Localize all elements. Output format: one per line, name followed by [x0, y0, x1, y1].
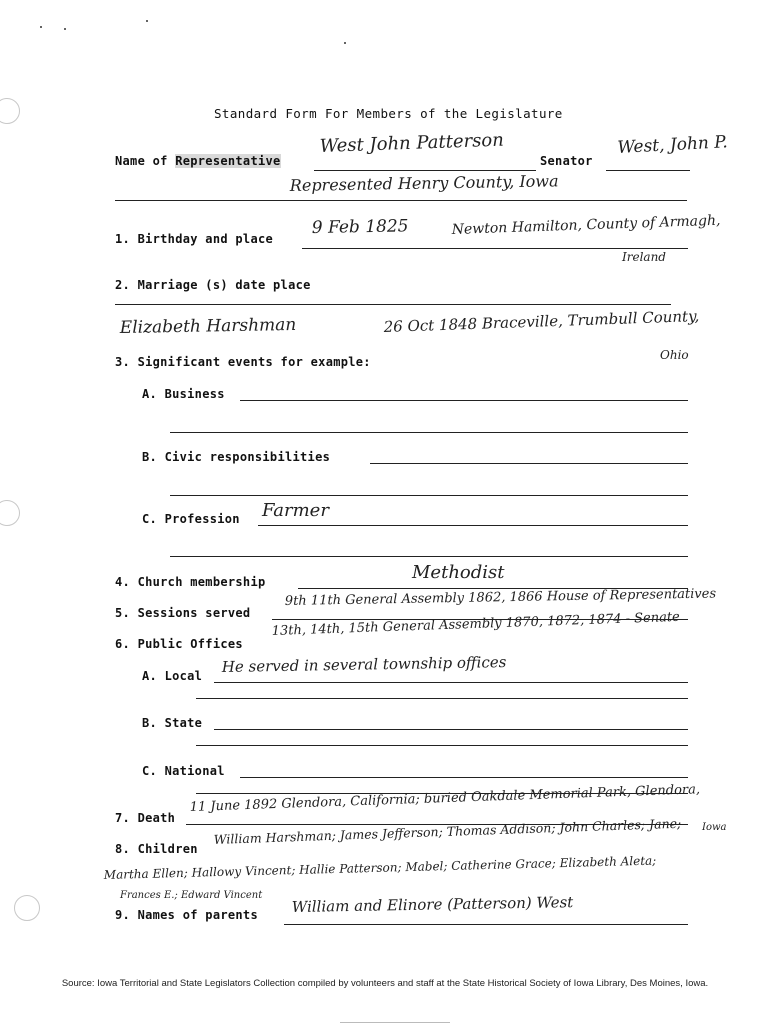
local-label: A. Local — [142, 669, 203, 683]
marriage-date-place: 26 Oct 1848 Braceville, Trumbull County, — [383, 306, 700, 336]
local-line-1 — [214, 682, 688, 683]
speck — [64, 28, 66, 30]
sessions-value: 9th 11th General Assembly 1862, 1866 House of Representatives — [284, 586, 717, 609]
source-note: Source: Iowa Territorial and State Legislators Collection compiled by volunteers and staff at the State Historical Society of Iowa Library, Des Moines, Iowa. — [61, 978, 709, 989]
national-line-1 — [240, 777, 688, 778]
business-line-1 — [240, 400, 688, 401]
marriage-place-2: Ohio — [660, 348, 689, 362]
birthday-label: 1. Birthday and place — [115, 232, 274, 246]
represented-county: Represented Henry County, Iowa — [289, 171, 559, 195]
business-line-2 — [170, 432, 688, 433]
senator-label: Senator — [540, 154, 593, 168]
civic-line-2 — [170, 495, 688, 496]
public-offices-value: 13th, 14th, 15th General Assembly 1870, 1872, 1874 - Senate — [271, 609, 681, 639]
punch-hole-middle — [0, 500, 20, 526]
sen-name-line — [606, 170, 690, 171]
state-line-2 — [196, 745, 688, 746]
profession-line-2 — [170, 556, 688, 557]
death-label: 7. Death — [115, 811, 176, 825]
children-label: 8. Children — [115, 842, 198, 856]
rep-name: West John Patterson — [319, 129, 505, 157]
marriage-line-1 — [115, 304, 671, 305]
profession-label: C. Profession — [142, 512, 240, 526]
footer-rule — [340, 1022, 450, 1023]
name-of-label: Name of — [115, 154, 176, 168]
speck — [344, 42, 346, 44]
rep-name-line — [314, 170, 536, 171]
death-value-2: Iowa — [702, 822, 727, 833]
civic-label: B. Civic responsibilities — [142, 450, 331, 464]
local-line-2 — [196, 698, 688, 699]
public-offices-label: 6. Public Offices — [115, 637, 243, 651]
parents-line — [284, 924, 688, 925]
birth-date: 9 Feb 1825 — [311, 216, 409, 238]
church-value: Methodist — [412, 562, 505, 583]
name-line-2 — [115, 200, 687, 201]
sessions-label: 5. Sessions served — [115, 606, 251, 620]
state-label: B. State — [142, 716, 203, 730]
birth-place-2: Ireland — [622, 250, 666, 264]
civic-line-1 — [370, 463, 688, 464]
profession-value: Farmer — [262, 500, 329, 521]
spouse-name: Elizabeth Harshman — [119, 314, 297, 338]
name-label — [115, 154, 281, 168]
state-line-1 — [214, 729, 688, 730]
business-label: A. Business — [142, 387, 225, 401]
children-line-1: William Harshman; James Jefferson; Thomas Addison; John Charles; Jane; — [213, 815, 682, 847]
local-office-value: He served in several township offices — [221, 653, 507, 676]
punch-hole-top — [0, 98, 20, 124]
national-label: C. National — [142, 764, 225, 778]
form-title: Standard Form For Members of the Legislature — [214, 106, 563, 121]
speck — [146, 20, 148, 22]
speck — [40, 26, 42, 28]
children-line-3: Frances E.; Edward Vincent — [120, 890, 263, 901]
representative-label: Representative — [175, 154, 281, 168]
parents-value: William and Elinore (Patterson) West — [291, 893, 574, 916]
death-value: 11 June 1892 Glendora, California; buried Oakdale Memorial Park, Glendora, — [189, 782, 701, 815]
sen-name: West, John P. — [616, 132, 729, 158]
church-label: 4. Church membership — [115, 575, 266, 589]
punch-hole-bottom — [14, 895, 40, 921]
profession-line-1 — [258, 525, 688, 526]
marriage-label: 2. Marriage (s) date place — [115, 278, 311, 292]
children-line-2: Martha Ellen; Hallowy Vincent; Hallie Patterson; Mabel; Catherine Grace; Elizabeth Aleta; — [103, 853, 657, 882]
significant-events-label: 3. Significant events for example: — [115, 355, 371, 369]
birth-place: Newton Hamilton, County of Armagh, — [451, 212, 721, 238]
birthday-line — [302, 248, 688, 249]
parents-label: 9. Names of parents — [115, 908, 258, 922]
